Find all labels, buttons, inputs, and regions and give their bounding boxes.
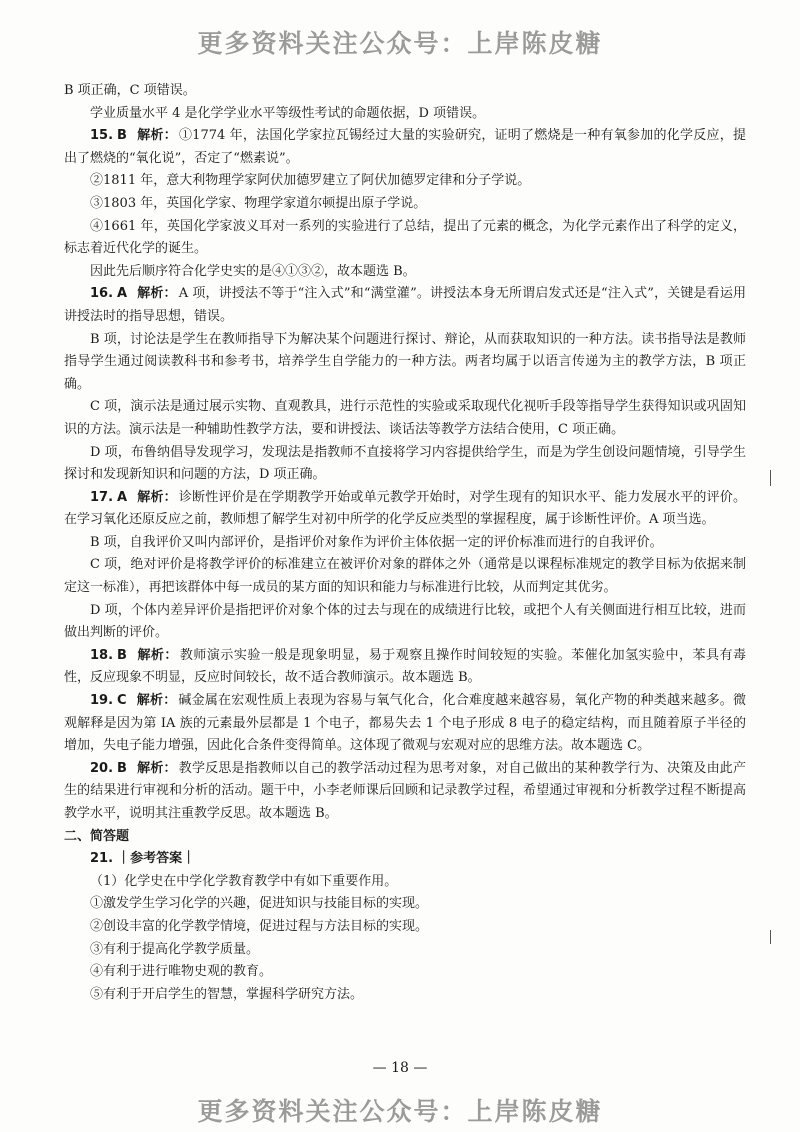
- analysis-label: 解析：: [136, 647, 178, 663]
- question-number: 16.: [90, 286, 114, 302]
- text-line: ②创设丰富的化学教学情境，促进过程与方法目标的实现。: [90, 918, 429, 934]
- watermark-bottom: 更多资料关注公众号：上岸陈皮糖: [197, 1097, 603, 1126]
- text-line: ⑤有利于开启学生的智慧，掌握科学研究方法。: [90, 986, 364, 1002]
- text-line: ②1811 年，意大利物理学家阿伏加德罗建立了阿伏加德罗定律和分子学说。: [90, 173, 531, 189]
- answer-letter: B: [117, 647, 127, 663]
- analysis-text: 教师演示实验一般是现象明显，易于观察且操作时间较短的实验。苯催化加氢实验中，苯具有毒性，反应现象不明显，反应时间较长，故不适合教师演示。故本题选 B。: [64, 647, 746, 686]
- question-20: [64, 758, 746, 826]
- text-line: B 项，讨论法是学生在教师指导下为解决某个问题进行探讨、辩论，从而获取知识的一种方法。读书指导法是教师指导学生通过阅读教科书和参考书，培养学生自学能力的一种方法。两者均属于以语言传递为主的教学方法，B 项正确。: [64, 331, 746, 392]
- text-line: ④1661 年，英国化学家波义耳对一系列的实验进行了总结，提出了元素的概念，为化学元素作出了科学的定义，标志着近代化学的诞生。: [64, 218, 746, 257]
- analysis-text: 教学反思是指教师以自己的教学活动过程为思考对象，对自己做出的某种教学行为、决策及由此产生的结果进行审视和分析的活动。题干中，小李老师课后回顾和记录教学过程，希望通过审视和分析教学过程不断提高教学水平，说明其注重教学反思。故本题选 B。: [64, 760, 746, 821]
- analysis-text: ①1774 年，法国化学家拉瓦锡经过大量的实验研究，证明了燃烧是一种有氧参加的化学反应，提出了燃烧的“氧化说”，否定了“燃素说”。: [64, 128, 746, 166]
- answer-letter: B: [117, 128, 127, 144]
- text-line: D 项，布鲁纳倡导发现学习，发现法是指教师不直接将学习内容提供给学生，而是为学生创设问题情境，引导学生探讨和发现新知识和问题的方法，D 项正确。: [64, 444, 746, 483]
- question-18: [64, 645, 746, 690]
- analysis-text: 诊断性评价是在学期教学开始或单元教学开始时，对学生现有的知识水平、能力发展水平的评价。在学习氧化还原反应之前，教师想了解学生对初中所学的化学反应类型的掌握程度，属于诊断性评价。A 项当选。: [64, 489, 746, 528]
- analysis-label: 解析：: [136, 760, 177, 776]
- text-line: 因此先后顺序符合化学史实的是④①③②，故本题选 B。: [90, 263, 416, 279]
- reference-answer-label: ｜参考答案｜: [117, 851, 196, 867]
- analysis-label: 解析：: [137, 286, 177, 302]
- analysis-text: A 项，讲授法不等于“注入式”和“满堂灌”。讲授法本身无所谓启发式还是“注入式”，关键是看运用讲授法时的指导思想，错误。: [64, 286, 746, 324]
- question-number: 19.: [90, 693, 114, 709]
- question-15: [64, 125, 746, 170]
- answer-letter: C: [117, 693, 127, 709]
- question-number: 20.: [90, 760, 114, 776]
- page-content: [64, 80, 746, 1006]
- text-line: B 项，自我评价又叫内部评价，是指评价对象作为评价主体依据一定的评价标准而进行的自我评价。: [90, 534, 663, 550]
- answer-letter: A: [117, 489, 128, 505]
- margin-mark: [770, 930, 771, 944]
- text-line: C 项，演示法是通过展示实物、直观教具，进行示范性的实验或采取现代化视听手段等指导学生获得知识或巩固知识的方法。演示法是一种辅助性教学方法，要和讲授法、谈话法等教学方法结合使用，C 项正确。: [64, 399, 746, 437]
- analysis-label: 解析：: [136, 693, 177, 709]
- answer-letter: B: [117, 760, 127, 776]
- question-19: [64, 690, 746, 758]
- question-17: [64, 487, 746, 532]
- question-number: 17.: [90, 489, 114, 505]
- question-16: [64, 283, 746, 328]
- margin-mark: [770, 470, 771, 486]
- page-number: — 18 —: [372, 1060, 428, 1076]
- text-line: ③1803 年，英国化学家、物理学家道尔顿提出原子学说。: [90, 195, 427, 211]
- text-line: D 项，个体内差异评价是指把评价对象个体的过去与现在的成绩进行比较，或把个人有关侧面进行相互比较，进而做出判断的评价。: [64, 602, 746, 641]
- analysis-label: 解析：: [137, 489, 177, 505]
- analysis-label: 解析：: [136, 128, 177, 144]
- section-heading: 二、简答题: [64, 828, 130, 844]
- question-number: 18.: [90, 647, 114, 663]
- text-line: B 项正确，C 项错误。: [64, 83, 196, 98]
- text-line: （1）化学史在中学化学教育教学中有如下重要作用。: [90, 873, 398, 889]
- text-line: ④有利于进行唯物史观的教育。: [90, 964, 273, 980]
- watermark-top: 更多资料关注公众号：上岸陈皮糖: [197, 29, 603, 58]
- answer-letter: A: [117, 286, 128, 302]
- question-number: 21.: [90, 851, 114, 867]
- question-21: [64, 848, 746, 871]
- text-line: 学业质量水平 4 是化学学业水平等级性考试的命题依据，D 项错误。: [90, 105, 486, 121]
- question-number: 15.: [90, 128, 114, 144]
- text-line: C 项，绝对评价是将教学评价的标准建立在被评价对象的群体之外（通常是以课程标准规定的教学目标为依据来制定这一标准），再把该群体中每一成员的某方面的知识和能力与标准进行比较，从而判定其优劣。: [64, 557, 746, 596]
- analysis-text: 碱金属在宏观性质上表现为容易与氧气化合，化合难度越来越容易，氧化产物的种类越来越多。微观解释是因为第 IA 族的元素最外层都是 1 个电子，都易失去 1 个电子形成 8 电子的稳定结构，而且随着原子半径的增加，失电子能力增强，因此化合条件变得简单。这体现了微观与宏观对应的思维方法。故本题选 C。: [64, 693, 746, 754]
- text-line: ③有利于提高化学教学质量。: [90, 941, 260, 957]
- text-line: ①激发学生学习化学的兴趣，促进知识与技能目标的实现。: [90, 896, 429, 912]
